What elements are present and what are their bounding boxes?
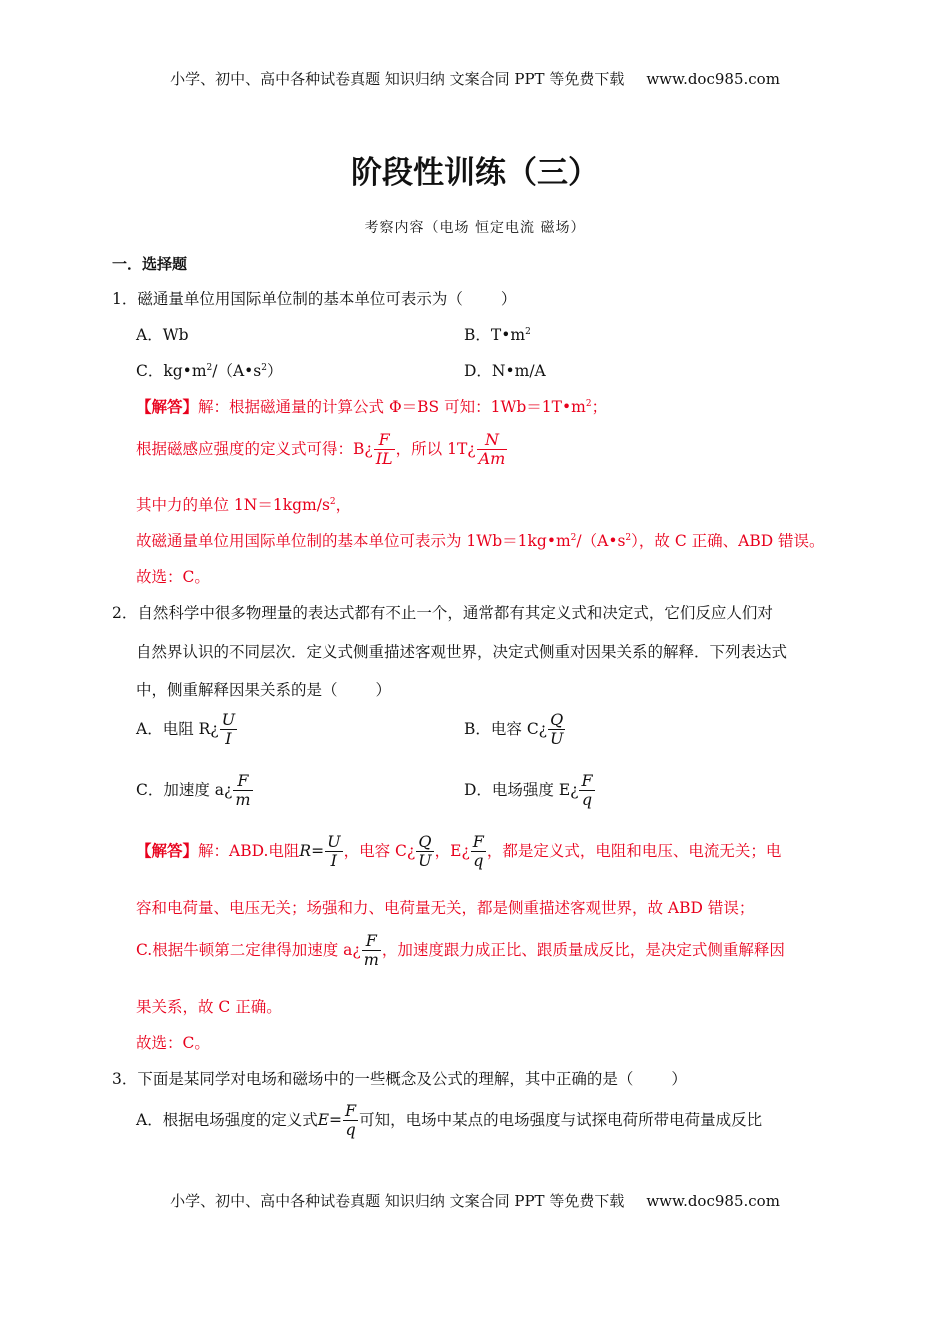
q2-choice: 故选：C。 [136, 1034, 210, 1052]
q1-option-b-text: B．T•m [464, 326, 526, 344]
fraction-denominator: Am [478, 449, 506, 469]
q1-answer-sup4a: 2 [570, 533, 577, 543]
fraction-denominator: m [235, 790, 251, 810]
fraction-numerator: F [374, 431, 395, 450]
fraction-numerator: F [581, 771, 593, 790]
q2-option-c-text: C．加速度 a¿ [136, 780, 233, 799]
fraction-numerator: Q [416, 833, 433, 852]
q1-answer-text3: 其中力的单位 1N＝1kgm/s [136, 496, 330, 514]
fraction-denominator: m [363, 950, 379, 970]
q2-answer-eq: = [311, 841, 325, 860]
q1-stem [112, 287, 516, 309]
q2-option-a-text: A．电阻 R¿ [136, 719, 219, 738]
header-text: 小学、初中、高中各种试卷真题 知识归纳 文案合同 PPT 等免费下载 [170, 70, 625, 88]
q2-option-b-text: B．电容 C¿ [464, 719, 547, 738]
q1-option-c-text-a: C．kg•m [136, 362, 207, 380]
q1-answer-line1 [136, 395, 607, 417]
q2-answer-var-r: R [299, 841, 312, 860]
fraction-numerator: N [477, 431, 508, 450]
q2-stem-text: 中，侧重解释因果关系的是（ [136, 681, 338, 699]
footer-text: 小学、初中、高中各种试卷真题 知识归纳 文案合同 PPT 等免费下载 [170, 1192, 625, 1210]
q3-option-a-text-a: A．根据电场强度的定义式 [136, 1110, 318, 1129]
page-title: 阶段性训练（三） [351, 155, 599, 191]
fraction-numerator: U [327, 832, 341, 851]
q2-answer-text3b: ，加速度跟力成正比、跟质量成反比，是决定式侧重解释因 [381, 940, 785, 959]
q2-option-c-fraction [233, 772, 252, 810]
fraction-denominator: q [473, 851, 484, 871]
q1-stem-text: 1．磁通量单位用国际单位制的基本单位可表示为（ [112, 290, 463, 308]
q2-option-d-text: D．电场强度 E¿ [464, 780, 579, 799]
q2-option-b [464, 711, 566, 749]
q1-answer-tag: 【解答】 [136, 397, 199, 416]
q1-answer-text2b: ，所以 1T¿ [395, 439, 476, 458]
fraction-denominator: IL [375, 449, 393, 469]
q1-answer-sup1: 2 [585, 399, 592, 409]
q1-option-c-sup1: 2 [206, 363, 213, 373]
q2-stem-line2: 自然界认识的不同层次．定义式侧重描述客观世界，决定式侧重对因果关系的解释．下列表达式 [136, 643, 788, 661]
q3-option-a-fraction [343, 1102, 358, 1140]
fraction-numerator: Q [548, 711, 565, 730]
q1-option-c-sup2: 2 [261, 363, 267, 373]
q3-option-a [136, 1102, 762, 1140]
q2-answer-fraction-f-m [362, 932, 381, 970]
q1-fraction-f-il [374, 431, 395, 469]
q1-option-c-text-c: ） [267, 362, 283, 380]
q1-answer-line4 [136, 529, 825, 551]
q1-answer-text1: 解：根据磁通量的计算公式 Φ＝BS 可知：1Wb＝1T•m [198, 398, 586, 416]
q1-option-b [464, 323, 531, 345]
q1-answer-text3-end: ， [335, 496, 352, 514]
header-url[interactable]: www.doc985.com [646, 70, 780, 88]
q2-answer-text1b: ，电容 C¿ [343, 841, 416, 860]
q2-answer-line2: 容和电荷量、电压无关；场强和力、电荷量无关，都是侧重描述客观世界，故 ABD 错误； [136, 899, 755, 917]
fraction-numerator: F [472, 832, 484, 851]
q2-option-d [464, 772, 596, 810]
q3-option-a-text-b: 可知，电场中某点的电场强度与试探电荷所带电荷量成反比 [359, 1110, 763, 1129]
q2-answer-text1d: ，都是定义式，电阻和电压、电流无关；电 [486, 841, 782, 860]
q3-stem-text: 3．下面是某同学对电场和磁场中的一些概念及公式的理解，其中正确的是（ [112, 1070, 634, 1088]
footer-url[interactable]: www.doc985.com [646, 1192, 780, 1210]
q1-option-c-text-b: /（A•s [212, 362, 262, 380]
fraction-denominator: I [330, 851, 337, 871]
q3-option-a-eq: = [329, 1110, 343, 1129]
q1-answer-line2 [136, 431, 508, 469]
q1-option-b-sup: 2 [525, 327, 531, 337]
fraction-denominator: U [418, 851, 432, 871]
q1-choice: 故选：C。 [136, 568, 210, 586]
q2-answer-tag: 【解答】 [136, 840, 199, 860]
q2-stem-close: ） [375, 681, 392, 699]
q2-answer-text1c: ，E¿ [434, 841, 470, 860]
q2-stem-line1: 2．自然科学中很多物理量的表达式都有不止一个，通常都有其定义式和决定式，它们反应人们对 [112, 604, 773, 622]
fraction-denominator: U [550, 729, 564, 749]
q1-answer-sup4b: 2 [625, 533, 632, 543]
q1-answer-text4c: ），故 C 正确、ABD 错误。 [631, 532, 825, 550]
q2-option-d-fraction [579, 772, 594, 810]
q1-answer-text1-end: ； [591, 398, 608, 416]
q2-answer-fraction-q-u [416, 833, 433, 871]
q1-option-a: A．Wb [136, 326, 189, 344]
section-heading: 一．选择题 [112, 255, 188, 273]
q1-option-c [136, 359, 283, 381]
q2-answer-text3a: C.根据牛顿第二定律得加速度 a¿ [136, 940, 361, 959]
page-subtitle: 考察内容（电场 恒定电流 磁场） [364, 220, 586, 236]
fraction-numerator: F [345, 1101, 357, 1120]
q2-answer-text1a: 解：ABD.电阻 [198, 841, 300, 860]
q1-answer-sup3: 2 [329, 497, 336, 507]
q3-stem [112, 1067, 687, 1089]
q2-answer-line3 [136, 932, 785, 970]
q2-option-b-fraction [548, 711, 565, 749]
q1-answer-line3 [136, 493, 351, 515]
page-header [0, 68, 950, 89]
q2-answer-fraction-u-i [325, 833, 342, 871]
fraction-denominator: q [345, 1120, 356, 1140]
page-footer [0, 1190, 950, 1211]
q2-option-a-fraction [220, 711, 237, 749]
q1-stem-close: ） [500, 290, 517, 308]
q1-answer-text2a: 根据磁感应强度的定义式可得：B¿ [136, 439, 373, 458]
q2-stem-line3 [136, 678, 391, 700]
q2-option-c [136, 772, 254, 810]
fraction-numerator: F [233, 772, 252, 791]
q3-stem-close: ） [671, 1070, 687, 1088]
q3-option-a-var-e: E [317, 1110, 330, 1129]
fraction-denominator: q [581, 790, 593, 810]
fraction-numerator: F [362, 932, 381, 951]
q1-answer-text4b: /（A•s [576, 532, 626, 550]
fraction-denominator: I [225, 729, 232, 749]
q2-option-a [136, 711, 238, 749]
q2-answer-line1 [136, 833, 781, 871]
q1-option-d: D．N•m/A [464, 362, 546, 380]
fraction-numerator: U [221, 710, 236, 729]
q1-fraction-n-am [477, 431, 508, 469]
q2-answer-fraction-f-q [471, 833, 486, 871]
q2-answer-line4: 果关系，故 C 正确。 [136, 998, 282, 1016]
q1-answer-text4a: 故磁通量单位用国际单位制的基本单位可表示为 1Wb＝1kg•m [136, 532, 571, 550]
